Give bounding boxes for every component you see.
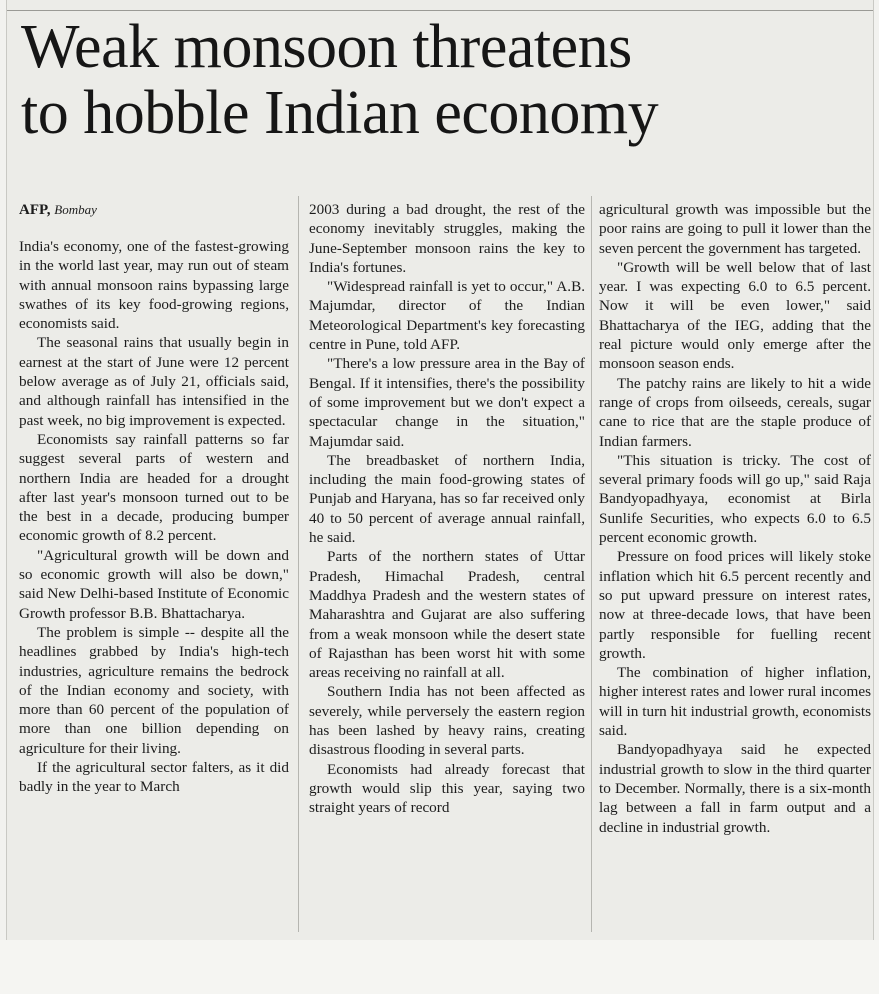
column-divider [298,196,299,932]
paragraph: "There's a low pressure area in the Bay of Bengal. If it intensifies, there's the possibility of some improvement but we don't expect a spectacular change in the situation," Majumdar said. [309,355,585,450]
paragraph: "Growth will be well below that of last year. I was expecting 6.0 to 6.5 percent. Now it will be even lower," said Bhattacharya of the IEG, adding that the real picture would only emerge after the monsoon season ends. [599,258,871,373]
article-column-1 [19,200,289,797]
newspaper-clipping [6,0,874,940]
paragraph: "This situation is tricky. The cost of several primary foods will go up," said Raja Bandyopadhyaya, economist at Birla Sunlife Securities, who expects 6.0 to 6.5 percent economic growth. [599,451,871,547]
paragraph: 2003 during a bad drought, the rest of the economy inevitably struggles, making the June-September monsoon rains the key to India's fortunes. [309,201,585,276]
paragraph: India's economy, one of the fastest-growing in the world last year, may run out of steam with annual monsoon rains bypassing large swathes of its key food-growing regions, economists said. [19,238,289,333]
paragraph: The combination of higher inflation, higher interest rates and lower rural incomes will in turn hit industrial growth, economists said. [599,664,871,740]
paragraph: Economists say rainfall patterns so far suggest several parts of western and northern India are headed for a drought after last year's monsoon turned out to be the best in a decade, producing bumper economic growth of 8.2 percent. [19,430,289,545]
paragraph: agricultural growth was impossible but the poor rains are going to pull it lower than the seven percent the government has targeted. [599,201,871,257]
paragraph: Economists had already forecast that growth would slip this year, saying two straight years of record [309,760,585,817]
paragraph: Pressure on food prices will likely stoke inflation which hit 6.5 percent recently and so put upward pressure on interest rates, now at three-decade lows, that have been partly responsible for fuelling recent growth. [599,548,871,662]
paragraph: Bandyopadhyaya said he expected industrial growth to slow in the third quarter to December. Normally, there is a six-month lag between a fall in farm output and a decline in industrial growth. [599,741,871,836]
byline [19,200,289,220]
paragraph: The seasonal rains that usually begin in earnest at the start of June were 12 percent below average as of July 21, officials said, and although rainfall has intensified in the past week, no big improvement is expected. [19,334,289,429]
paragraph: The breadbasket of northern India, including the main food-growing states of Punjab and Haryana, has so far received only 40 to 50 percent of average annual rainfall, he said. [309,451,585,547]
paragraph: "Widespread rainfall is yet to occur," A.B. Majumdar, director of the Indian Meteorological Department's key forecasting centre in Pune, told AFP. [309,278,585,354]
headline-line-1: Weak monsoon threatens [21,13,632,81]
paragraph: If the agricultural sector falters, as it did badly in the year to March [19,759,289,796]
paragraph: The patchy rains are likely to hit a wide range of crops from oilseeds, cereals, sugar cane to rice that are the staple produce of Indian farmers. [599,374,871,450]
column-divider [591,196,592,932]
headline [21,14,871,146]
top-rule [7,0,873,11]
paragraph: Southern India has not been affected as severely, while perversely the eastern region has been lashed by heavy rains, creating disastrous flooding in several parts. [309,683,585,759]
byline-place: Bombay [54,202,97,217]
paragraph: Parts of the northern states of Uttar Pradesh, Himachal Pradesh, central Maddhya Pradesh and the western states of Maharashtra and Gujarat are also suffering from a weak monsoon while the desert state of Rajasthan has been worst hit with some areas receiving no rainfall at all. [309,548,585,682]
article-column-3 [599,200,871,837]
paragraph: "Agricultural growth will be down and so economic growth will also be down," said New Delhi-based Institute of Economic Growth professor B.B. Bhattacharya. [19,546,289,622]
byline-agency: AFP, [19,202,51,218]
page-margin [0,940,879,994]
paragraph: The problem is simple -- despite all the headlines grabbed by India's high-tech industries, agriculture remains the bedrock of the Indian economy and society, with more than 60 percent of the population of more than one billion depending on agriculture for their living. [19,623,289,757]
article-column-2 [309,200,585,818]
headline-line-2: to hobble Indian economy [21,79,659,147]
